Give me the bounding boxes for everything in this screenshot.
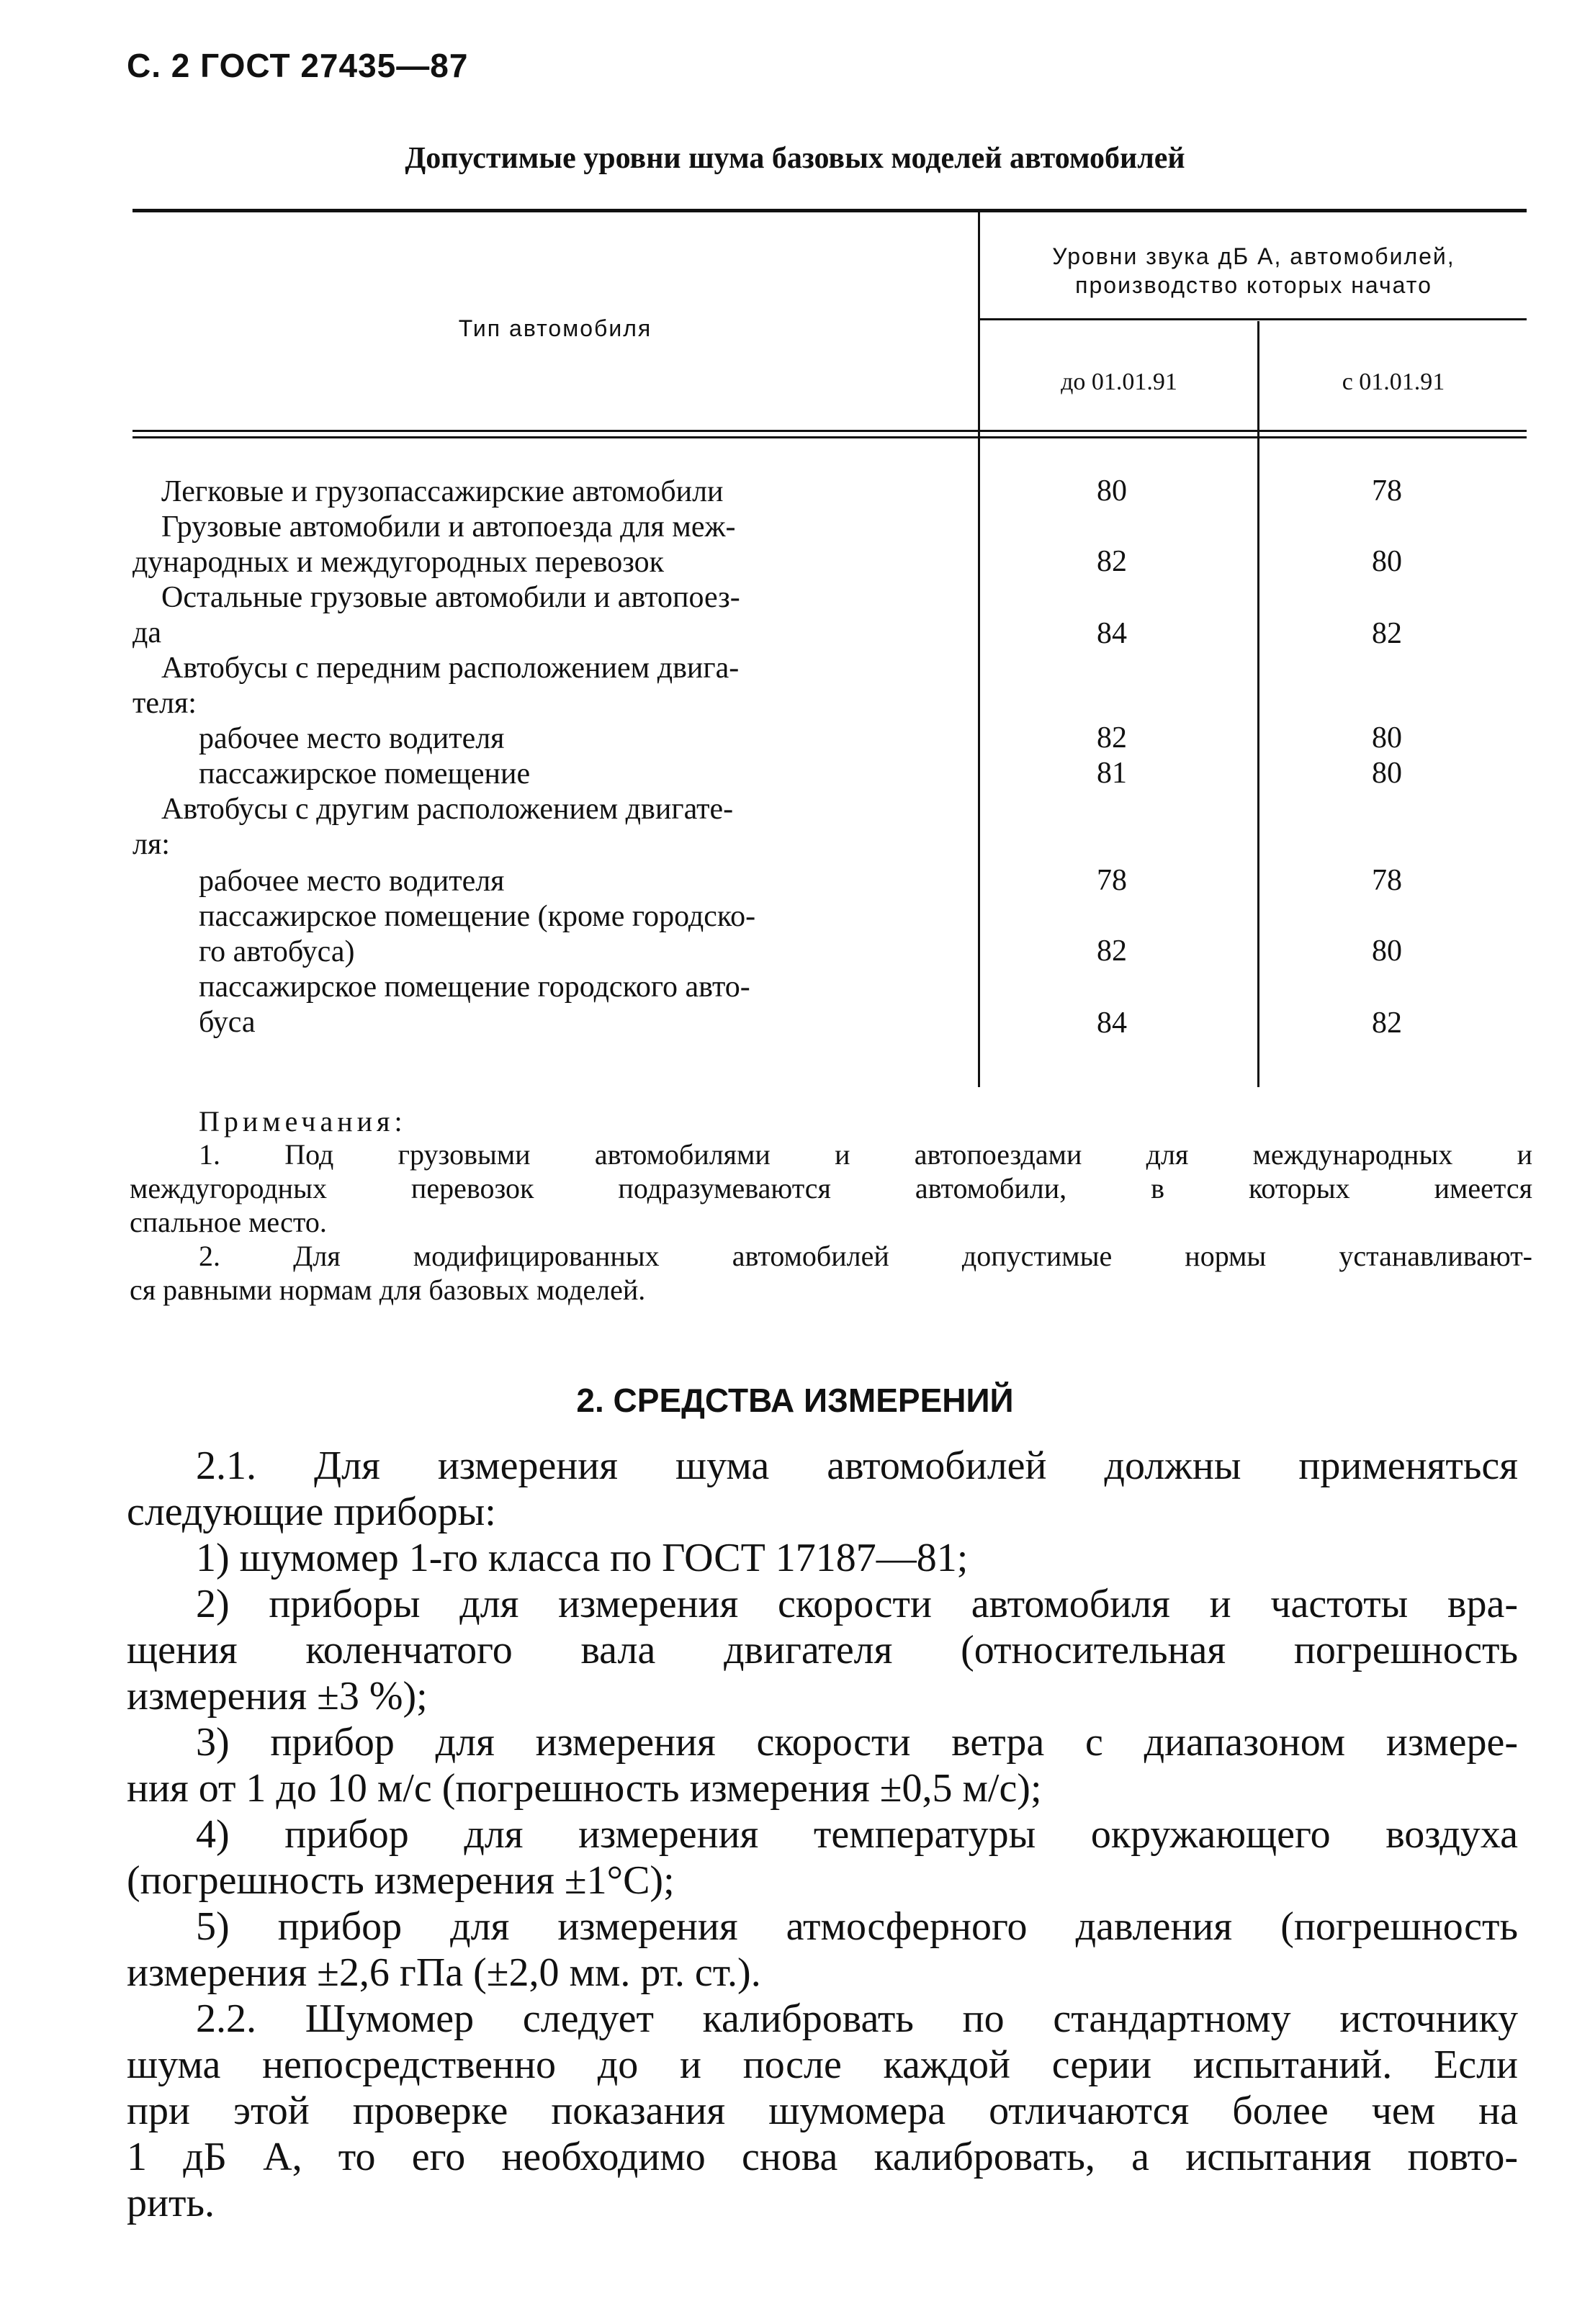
row-6-before: 81 — [1097, 757, 1127, 790]
row-3-after: 82 — [1372, 617, 1402, 650]
body-line-5: щения коленчатого вала двигателя (относительная погрешность — [127, 1628, 1518, 1672]
row-3-line-1: Остальные грузовые автомобили и автопоез- — [161, 581, 740, 614]
row-10-line-2: буса — [199, 1006, 256, 1039]
body-line-8: ния от 1 до 10 м/с (погрешность измерения ±0,5 м/с); — [127, 1766, 1042, 1811]
row-5-before: 82 — [1097, 721, 1127, 755]
row-4-line-1: Автобусы с передним расположением двига- — [161, 652, 740, 685]
row-8-line-1: рабочее место водителя — [199, 865, 505, 898]
row-2-before: 82 — [1097, 545, 1127, 578]
table-header-rule-a — [132, 430, 1527, 432]
row-9-line-1: пассажирское помещение (кроме городско- — [199, 900, 756, 933]
table-top-rule — [132, 209, 1527, 212]
body-line-3: 1) шумомер 1-го класса по ГОСТ 17187—81; — [196, 1536, 969, 1580]
header-levels-line2: производство которых начато — [1075, 272, 1432, 298]
note-line-1: 1. Под грузовыми автомобилями и автопоездами для международных и — [199, 1138, 1532, 1171]
body-line-6: измерения ±3 %); — [127, 1674, 428, 1719]
row-6-line-1: пассажирское помещение — [199, 757, 531, 791]
body-line-14: шума непосредственно до и после каждой серии испытаний. Если — [127, 2042, 1518, 2087]
row-4-line-2: теля: — [132, 687, 197, 720]
body-line-7: 3) прибор для измерения скорости ветра с диапазоном измере- — [196, 1720, 1518, 1765]
header-type: Тип автомобиля — [458, 315, 652, 341]
note-line-4: 2. Для модифицированных автомобилей допустимые нормы устанавливают- — [199, 1240, 1532, 1272]
row-3-line-2: да — [132, 616, 162, 649]
note-line-3: спальное место. — [130, 1206, 327, 1238]
row-8-before: 78 — [1097, 864, 1127, 897]
row-7-line-1: Автобусы с другим расположением двигате- — [161, 793, 734, 826]
row-1-line-1: Легковые и грузопассажирские автомобили — [161, 475, 724, 508]
row-9-after: 80 — [1372, 934, 1402, 968]
row-2-line-1: Грузовые автомобили и автопоезда для меж- — [161, 510, 736, 544]
row-7-line-2: ля: — [132, 828, 170, 861]
body-line-12: измерения ±2,6 гПа (±2,0 мм. рт. ст.). — [127, 1950, 761, 1995]
row-5-after: 80 — [1372, 721, 1402, 755]
row-1-before: 80 — [1097, 474, 1127, 508]
row-2-after: 80 — [1372, 545, 1402, 578]
section-title: 2. СРЕДСТВА ИЗМЕРЕНИЙ — [576, 1382, 1014, 1419]
body-line-17: рить. — [127, 2181, 215, 2225]
body-line-10: (погрешность измерения ±1°С); — [127, 1858, 675, 1903]
body-line-11: 5) прибор для измерения атмосферного давления (погрешность — [196, 1904, 1518, 1949]
header-before: до 01.01.91 — [1061, 369, 1177, 395]
row-5-line-1: рабочее место водителя — [199, 722, 505, 755]
body-line-9: 4) прибор для измерения температуры окружающего воздуха — [196, 1812, 1518, 1857]
note-line-2: междугородных перевозок подразумеваются автомобили, в которых имеется — [130, 1172, 1532, 1204]
body-line-4: 2) приборы для измерения скорости автомобиля и частоты вра- — [196, 1582, 1518, 1626]
body-line-13: 2.2. Шумомер следует калибровать по стандартному источнику — [196, 1996, 1518, 2041]
row-8-after: 78 — [1372, 864, 1402, 897]
header-levels-line1: Уровни звука дБ А, автомобилей, — [1052, 243, 1455, 269]
running-head: С. 2 ГОСТ 27435—87 — [127, 47, 469, 84]
body-line-15: при этой проверке показания шумомера отличаются более чем на — [127, 2089, 1518, 2133]
column-divider-type — [978, 210, 980, 1087]
row-9-before: 82 — [1097, 934, 1127, 968]
row-3-before: 84 — [1097, 617, 1127, 650]
body-line-1: 2.1. Для измерения шума автомобилей должны применяться — [196, 1444, 1518, 1488]
body-line-2: следующие приборы: — [127, 1490, 496, 1534]
note-line-5: ся равными нормам для базовых моделей. — [130, 1274, 646, 1306]
row-6-after: 80 — [1372, 757, 1402, 790]
body-line-16: 1 дБ А, то его необходимо снова калибровать, а испытания повто- — [127, 2135, 1518, 2179]
table-header-rule-b — [132, 436, 1527, 438]
header-after: с 01.01.91 — [1342, 369, 1445, 395]
row-2-line-2: дународных и междугородных перевозок — [132, 546, 665, 579]
row-1-after: 78 — [1372, 474, 1402, 508]
levels-sub-rule — [979, 318, 1527, 320]
row-10-before: 84 — [1097, 1006, 1127, 1040]
row-9-line-2: го автобуса) — [199, 935, 355, 968]
row-10-line-1: пассажирское помещение городского авто- — [199, 970, 750, 1004]
table-title: Допустимые уровни шума базовых моделей автомобилей — [405, 142, 1185, 175]
row-10-after: 82 — [1372, 1006, 1402, 1040]
notes-title: Примечания: — [199, 1105, 407, 1138]
column-divider-dates — [1257, 321, 1259, 1087]
